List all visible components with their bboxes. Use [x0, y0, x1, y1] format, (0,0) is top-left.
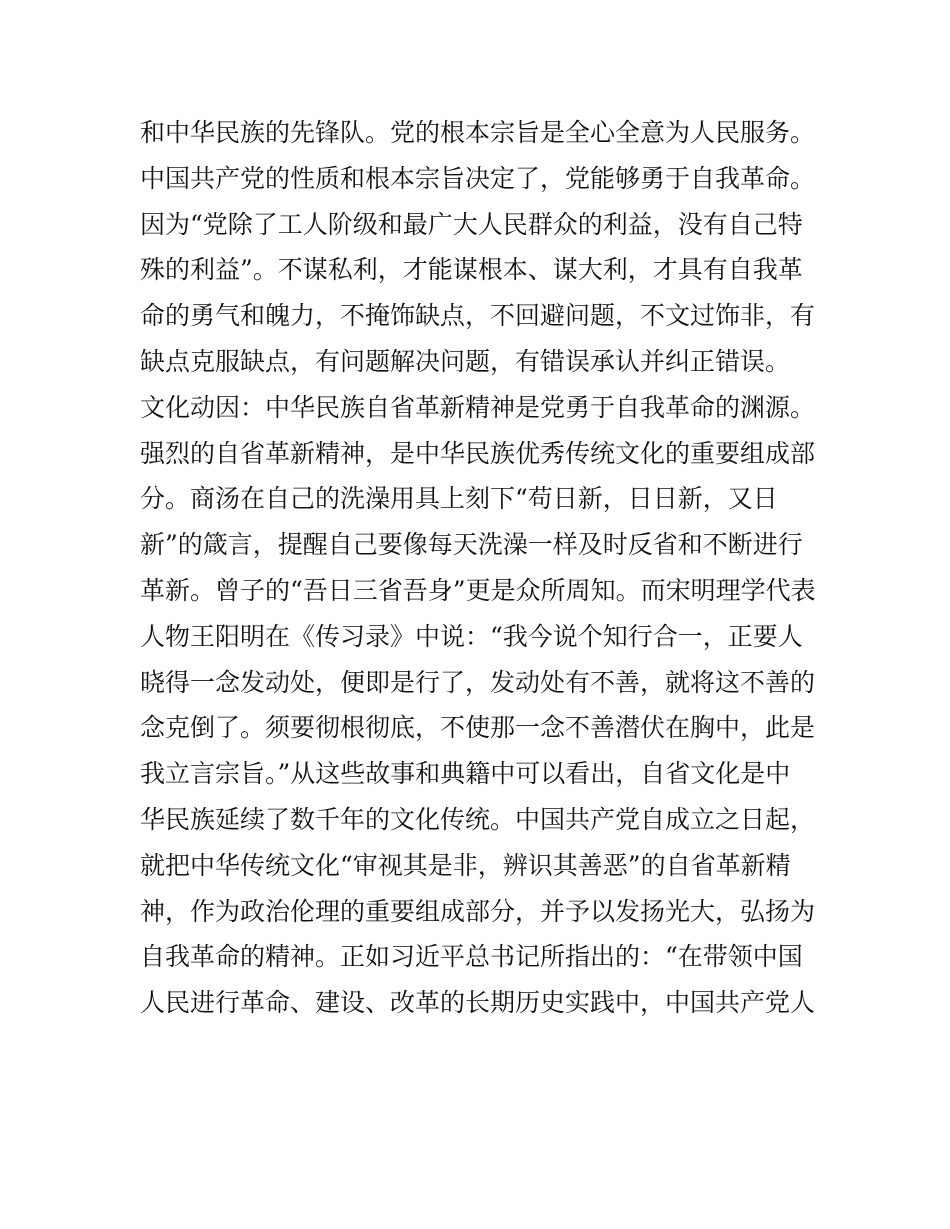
text-line: 新”的箴言，提醒自己要像每天洗澡一样及时反省和不断进行 — [140, 530, 803, 560]
text-line: 念克倒了。须要彻根彻底，不使那一念不善潜伏在胸中，此是 — [140, 713, 816, 743]
text-line: 和中华民族的先锋队。党的根本宗旨是全心全意为人民服务。 — [140, 118, 816, 147]
text-line: 缺点克服缺点，有问题解决问题，有错误承认并纠正错误。 — [140, 346, 791, 376]
text-line: 中国共产党的性质和根本宗旨决定了，党能够勇于自我革命。 — [140, 163, 816, 193]
text-line: 强烈的自省革新精神，是中华民族优秀传统文化的重要组成部 — [140, 438, 816, 468]
body-text — [140, 110, 830, 1026]
text-line: 人物王阳明在《传习录》中说：“我今说个知行合一，正要人 — [140, 621, 803, 651]
text-line: 晓得一念发动处，便即是行了，发动处有不善，就将这不善的 — [140, 667, 816, 697]
text-line: 因为“党除了工人阶级和最广大人民群众的利益，没有自己特 — [140, 209, 803, 239]
text-line: 人民进行革命、建设、改革的长期历史实践中，中国共产党人 — [140, 988, 816, 1018]
text-line: 华民族延续了数千年的文化传统。中国共产党自成立之日起， — [140, 804, 816, 834]
text-line: 革新。曾子的“吾日三省吾身”更是众所周知。而宋明理学代表 — [140, 575, 816, 605]
text-line: 殊的利益”。不谋私利，才能谋根本、谋大利，才具有自我革 — [140, 255, 803, 285]
text-line: 自我革命的精神。正如习近平总书记所指出的：“在带领中国 — [140, 942, 803, 972]
text-line: 文化动因：中华民族自省革新精神是党勇于自我革命的渊源。 — [140, 392, 816, 422]
text-line: 分。商汤在自己的洗澡用具上刻下“苟日新，日日新，又日 — [140, 484, 778, 514]
text-line: 神，作为政治伦理的重要组成部分，并予以发扬光大，弘扬为 — [140, 896, 816, 926]
text-line: 就把中华传统文化“审视其是非，辨识其善恶”的自省革新精 — [140, 850, 791, 880]
text-line: 我立言宗旨。”从这些故事和典籍中可以看出，自省文化是中 — [140, 759, 791, 789]
text-line: 命的勇气和魄力，不掩饰缺点，不回避问题，不文过饰非，有 — [140, 301, 816, 331]
